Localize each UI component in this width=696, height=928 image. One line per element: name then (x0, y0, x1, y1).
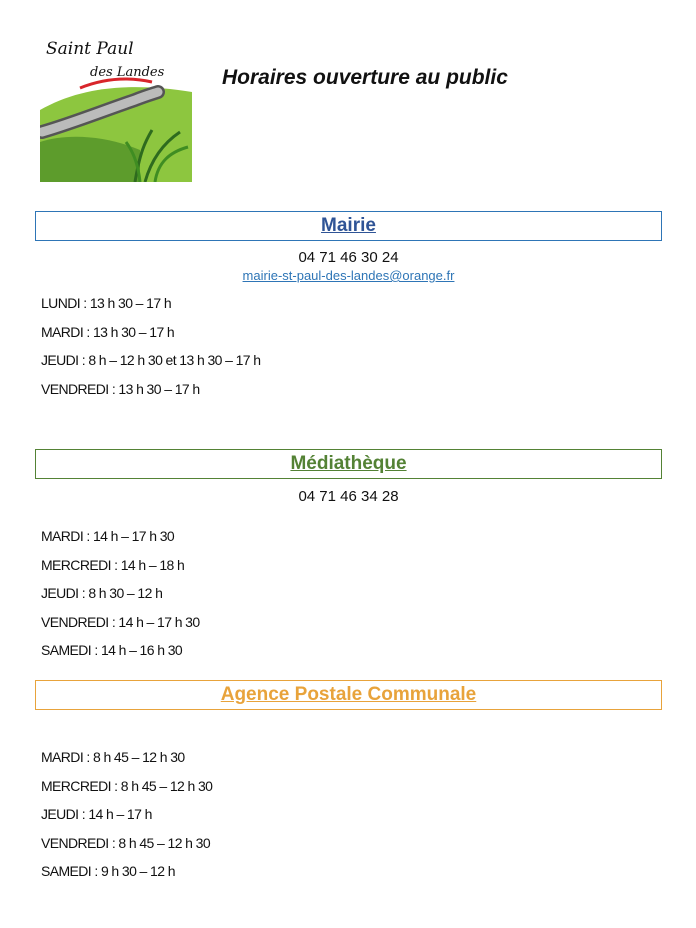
list-item: VENDREDI : 13 h 30 – 17 h (41, 380, 200, 397)
mairie-phone: 04 71 46 30 24 (298, 249, 399, 266)
list-item: MARDI : 14 h – 17 h 30 (41, 528, 175, 544)
mairie-hours-list (41, 294, 260, 408)
logo-text-line1: Saint Paul (46, 39, 134, 59)
logo-text-line2: des Landes (90, 65, 165, 80)
mairie-heading-text: Mairie (321, 215, 376, 236)
list-item: LUNDI : 13 h 30 – 17 h (41, 295, 171, 311)
list-item: MERCREDI : 8 h 45 – 12 h 30 (41, 777, 213, 794)
list-item: VENDREDI : 14 h – 17 h 30 (41, 613, 200, 630)
list-item: SAMEDI : 14 h – 16 h 30 (41, 642, 183, 658)
list-item: SAMEDI : 9 h 30 – 12 h (41, 863, 175, 879)
list-item: MERCREDI : 14 h – 18 h (41, 556, 185, 573)
mediatheque-phone: 04 71 46 34 28 (298, 488, 399, 505)
mediatheque-hours-list (41, 527, 200, 670)
mediatheque-heading-text: Médiathèque (290, 453, 407, 474)
list-item: VENDREDI : 8 h 45 – 12 h 30 (41, 834, 211, 851)
mairie-email-link[interactable]: mairie-st-paul-des-landes@orange.fr (242, 268, 455, 283)
list-item: MARDI : 13 h 30 – 17 h (41, 323, 175, 340)
page-title: Horaires ouverture au public (222, 66, 508, 89)
list-item: MARDI : 8 h 45 – 12 h 30 (41, 749, 185, 765)
list-item: JEUDI : 8 h 30 – 12 h (41, 585, 163, 601)
mairie-heading (35, 211, 662, 241)
agence-postale-heading (35, 680, 662, 710)
list-item: JEUDI : 8 h – 12 h 30 et 13 h 30 – 17 h (41, 352, 261, 368)
mediatheque-heading (35, 449, 662, 479)
agence-postale-heading-text: Agence Postale Communale (220, 684, 477, 705)
municipal-logo (40, 32, 192, 182)
list-item: JEUDI : 14 h – 17 h (41, 806, 152, 822)
agence-hours-list (41, 748, 212, 891)
